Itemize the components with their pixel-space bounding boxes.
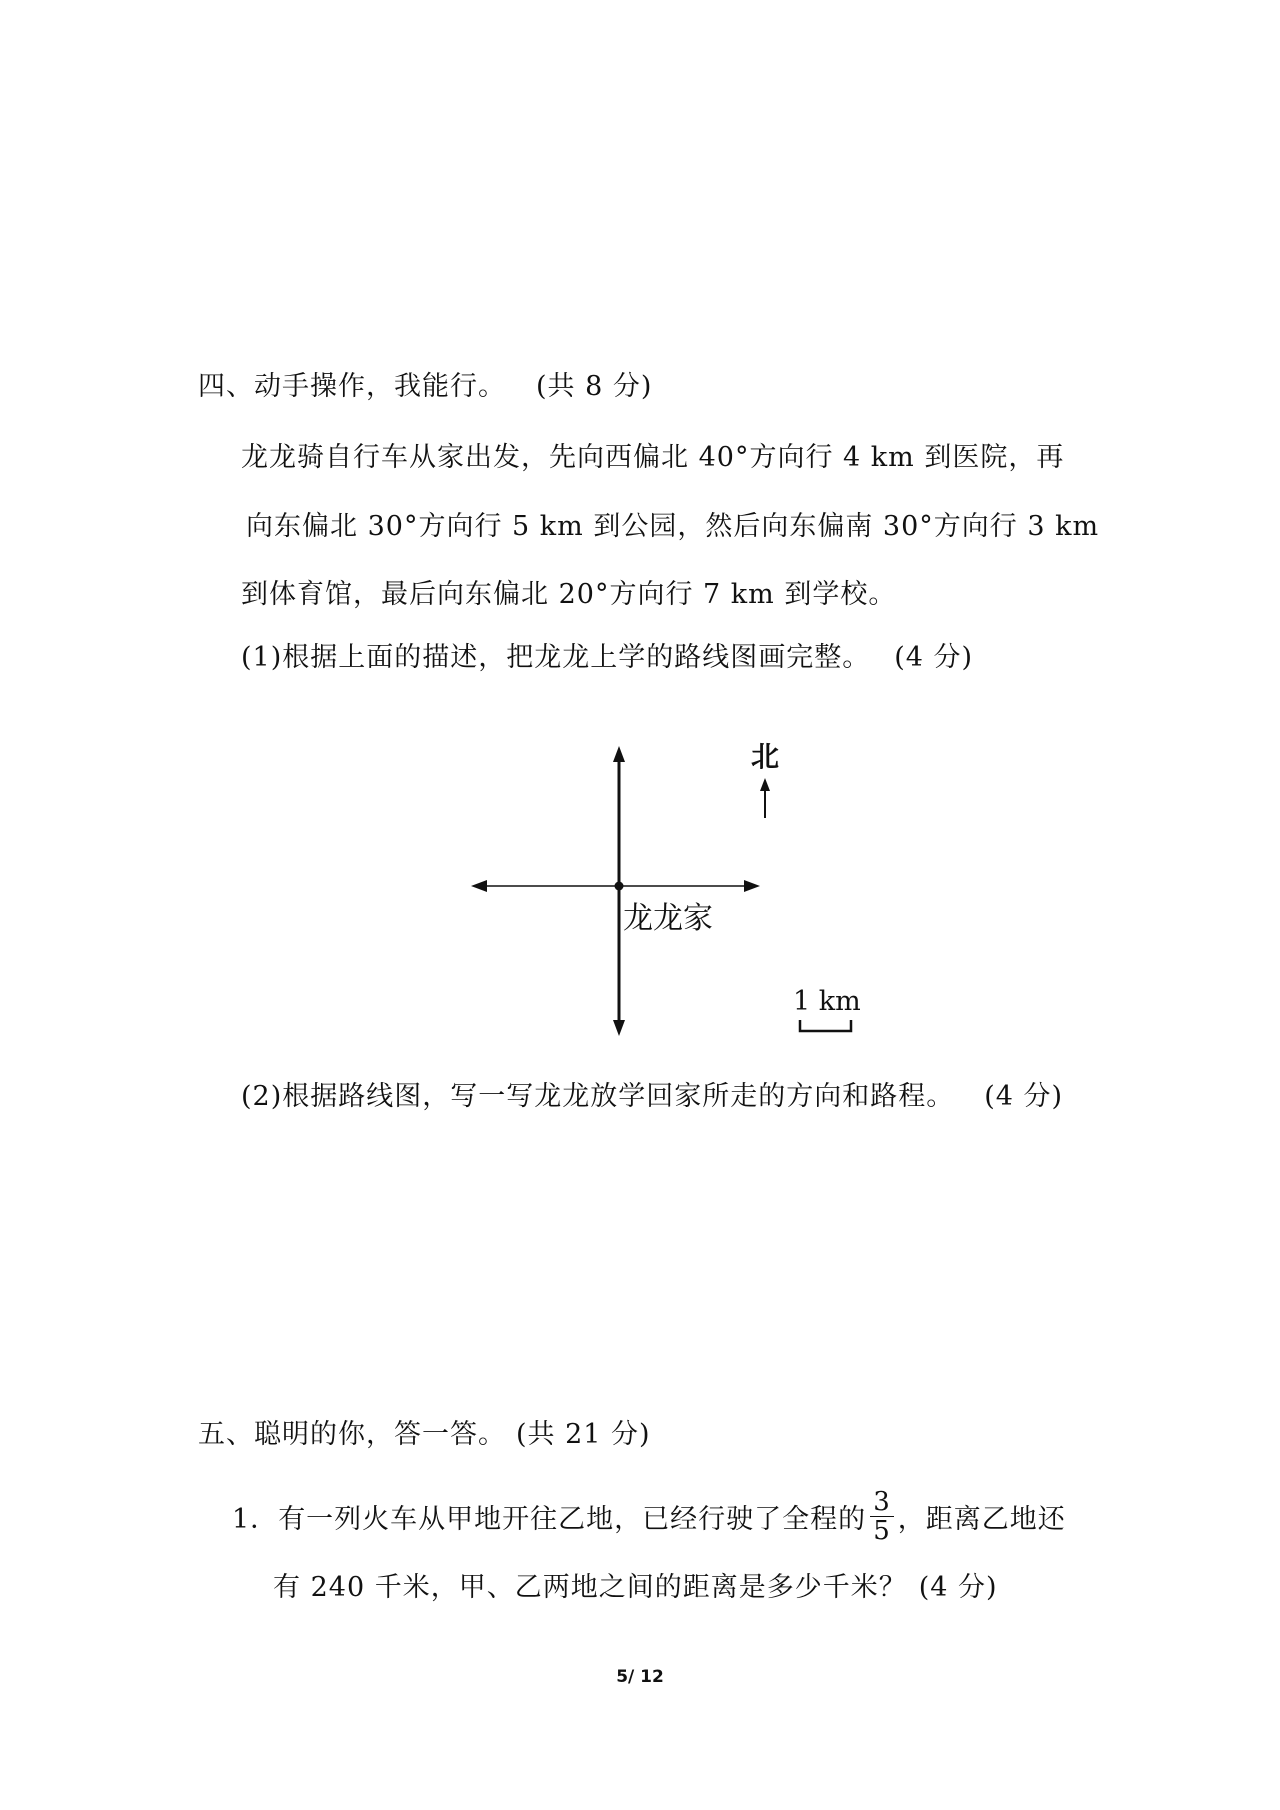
problem1-line1 — [232, 1487, 1066, 1549]
fraction-numerator: 3 — [870, 1488, 894, 1517]
description-line-2: 向东偏北 30°方向行 5 km 到公园，然后向东偏南 30°方向行 3 km — [246, 511, 1100, 542]
axis-arrow-up — [613, 746, 625, 762]
question2-score: (4 分) — [984, 1081, 1064, 1112]
axis-arrow-right — [744, 880, 760, 892]
problem1-line2 — [273, 1571, 998, 1605]
question2-line — [241, 1080, 1063, 1114]
problem1-number: 1． — [232, 1504, 279, 1535]
home-label: 龙龙家 — [623, 901, 713, 936]
question1-score: (4 分) — [894, 642, 974, 673]
section5-score: (共 21 分) — [516, 1419, 651, 1450]
north-arrowhead — [760, 778, 770, 791]
fraction-denominator: 5 — [873, 1516, 891, 1546]
description-line-1: 龙龙骑自行车从家出发，先向西偏北 40°方向行 4 km 到医院，再 — [241, 442, 1065, 473]
home-point — [615, 882, 624, 891]
section5-heading: 五、聪明的你，答一答。 — [198, 1419, 506, 1450]
section5-heading-line — [198, 1418, 651, 1452]
problem1-text-after: ，距离乙地还 — [897, 1504, 1066, 1535]
problem1-fraction — [870, 1488, 894, 1545]
question2-text: (2)根据路线图，写一写龙龙放学回家所走的方向和路程。 — [241, 1081, 955, 1112]
section4-score: (共 8 分) — [536, 371, 653, 402]
problem1-line2-text: 有 240 千米，甲、乙两地之间的距离是多少千米？ — [273, 1572, 907, 1603]
problem1-score: (4 分) — [918, 1572, 998, 1603]
scale-bar — [800, 1020, 851, 1031]
axis-arrow-down — [613, 1020, 625, 1036]
north-label: 北 — [750, 740, 780, 773]
section4-heading: 四、动手操作，我能行。 — [198, 371, 506, 402]
section4-heading-line — [198, 370, 652, 404]
problem1-text-before: 有一列火车从甲地开往乙地，已经行驶了全程的 — [278, 1504, 867, 1535]
description-line-3: 到体育馆，最后向东偏北 20°方向行 7 km 到学校。 — [241, 579, 897, 610]
page-number: 5/ 12 — [616, 1667, 664, 1687]
question1-line — [241, 641, 973, 675]
axis-arrow-left — [471, 880, 487, 892]
scale-label: 1 km — [793, 986, 861, 1017]
question1-text: (1)根据上面的描述，把龙龙上学的路线图画完整。 — [241, 642, 871, 673]
